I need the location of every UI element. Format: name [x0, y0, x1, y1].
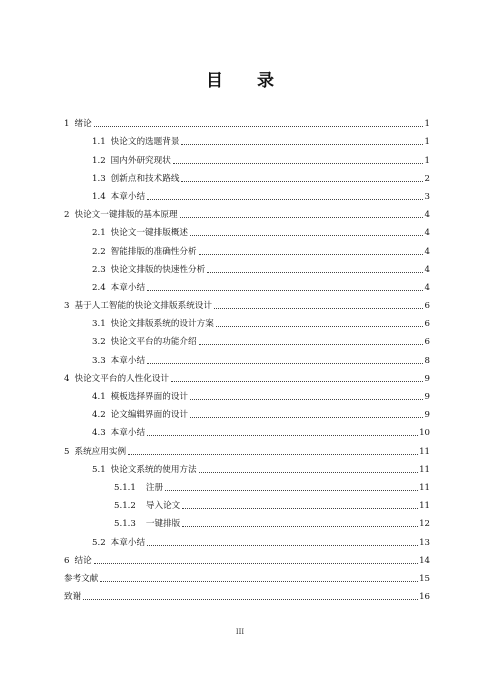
toc-entry-page: 3 [424, 191, 430, 202]
toc-entry[interactable] [64, 129, 430, 147]
toc-entry-page: 4 [424, 264, 430, 275]
toc-entry-number: 6 [64, 555, 70, 566]
toc-entry[interactable] [64, 566, 430, 584]
dot-leader [182, 508, 418, 509]
toc-entry[interactable] [64, 184, 430, 202]
toc-entry-title: 系统应用实例 [74, 446, 127, 457]
toc-entry[interactable] [64, 493, 430, 511]
toc-entry-page: 12 [419, 519, 430, 530]
toc-entry-number: 4 [64, 373, 70, 384]
page-number: III [235, 628, 245, 636]
toc-entry-title: 基于人工智能的快论文排版系统设计 [74, 301, 212, 312]
toc-title: 目 录 [206, 71, 288, 91]
toc-entry-number: 2.3 [92, 264, 106, 275]
dot-leader [165, 490, 418, 491]
toc-entry-number: 5.1 [92, 464, 106, 475]
dot-leader [147, 199, 423, 200]
toc-entry[interactable] [64, 111, 430, 129]
toc-entry-number: 4.2 [92, 410, 106, 421]
dot-leader [199, 254, 423, 255]
toc-entry-page: 4 [424, 246, 430, 257]
toc-entry-title: 本章小结 [110, 537, 146, 548]
toc-entry[interactable] [64, 311, 430, 329]
dot-leader [207, 272, 423, 273]
toc-entry-title: 快论文一键排版概述 [110, 228, 189, 239]
toc-entry-number: 3 [64, 301, 70, 312]
toc-entry-title: 论文编辑界面的设计 [110, 410, 189, 421]
toc-entry-number: 1.3 [92, 173, 106, 184]
toc-entry-page: 9 [424, 373, 430, 384]
dot-leader [199, 344, 423, 345]
toc-entry-number: 4.3 [92, 428, 106, 439]
toc-entry-page: 9 [424, 410, 430, 421]
toc-entry-title: 一键排版 [145, 519, 181, 530]
dot-leader [147, 435, 418, 436]
toc-entry-page: 11 [419, 464, 430, 475]
toc-entry-number: 1 [64, 119, 70, 130]
dot-leader [214, 308, 423, 309]
dot-leader [100, 581, 418, 582]
dot-leader [94, 126, 423, 127]
toc-entry-page: 1 [424, 137, 430, 148]
toc-entry[interactable] [64, 166, 430, 184]
toc-entry-number: 2.1 [92, 228, 106, 239]
toc-entry-title: 快论文平台的人性化设计 [74, 373, 170, 384]
toc-entry-title: 快论文系统的使用方法 [110, 464, 197, 475]
toc-entry[interactable] [64, 584, 430, 602]
toc-entry-title: 快论文排版的快速性分析 [110, 264, 206, 275]
toc-entry-title: 本章小结 [110, 355, 146, 366]
dot-leader [190, 417, 423, 418]
toc-entry-title: 智能排版的准确性分析 [110, 246, 197, 257]
toc-entry-number: 5.2 [92, 537, 106, 548]
toc-entry[interactable] [64, 438, 430, 456]
toc-entry-page: 15 [419, 573, 430, 584]
dot-leader [199, 472, 418, 473]
toc-entry-number: 3.3 [92, 355, 106, 366]
toc-entry[interactable] [64, 329, 430, 347]
toc-entry-number: 2 [64, 210, 70, 221]
toc-entry-page: 11 [419, 482, 430, 493]
dot-leader [147, 545, 418, 546]
toc-entry-number: 3.1 [92, 319, 106, 330]
toc-entry-page: 10 [419, 428, 430, 439]
dot-leader [180, 217, 423, 218]
toc-entry-title: 本章小结 [110, 191, 146, 202]
toc-entry-page: 9 [424, 392, 430, 402]
toc-entry-title: 快论文平台的功能介绍 [110, 337, 197, 348]
toc-entry[interactable] [64, 402, 430, 420]
toc-entry-page: 4 [424, 210, 430, 221]
dot-leader [171, 381, 423, 382]
dot-leader [94, 563, 418, 564]
toc-entry-title: 参考文献 [64, 573, 99, 584]
toc-entry-number: 5.1.1 [114, 482, 136, 493]
toc-entry[interactable] [64, 275, 430, 293]
table-of-contents [64, 111, 430, 602]
toc-entry-title: 快论文排版系统的设计方案 [110, 319, 214, 330]
dot-leader [216, 326, 423, 327]
toc-entry[interactable] [64, 238, 430, 256]
toc-entry[interactable] [64, 366, 430, 384]
dot-leader [190, 399, 423, 400]
toc-entry-page: 13 [419, 537, 430, 548]
toc-entry[interactable] [64, 293, 430, 311]
toc-entry-title: 国内外研究现状 [110, 155, 171, 166]
toc-entry-number: 5.1.2 [114, 501, 136, 512]
toc-entry[interactable] [64, 529, 430, 547]
dot-leader [182, 526, 418, 527]
toc-entry[interactable] [64, 475, 430, 493]
dot-leader [147, 290, 423, 291]
toc-entry-title: 致谢 [64, 592, 82, 603]
toc-entry-page: 11 [419, 501, 430, 512]
toc-entry-title: 本章小结 [110, 282, 146, 293]
toc-entry-number: 5.1.3 [114, 519, 136, 530]
toc-entry-page: 1 [424, 155, 430, 166]
toc-entry-page: 6 [424, 319, 430, 330]
toc-entry-number: 3.2 [92, 337, 106, 348]
toc-entry[interactable] [64, 257, 430, 275]
toc-entry[interactable] [64, 548, 430, 566]
toc-entry-title: 快论文的选题背景 [110, 137, 180, 148]
toc-entry[interactable] [64, 220, 430, 238]
toc-entry[interactable] [64, 511, 430, 529]
toc-entry-title: 创新点和技术路线 [110, 173, 180, 184]
toc-entry-page: 4 [424, 228, 430, 239]
toc-entry-title: 本章小结 [110, 428, 146, 439]
dot-leader [181, 181, 423, 182]
toc-entry-number: 2.2 [92, 246, 106, 257]
toc-entry[interactable] [64, 202, 430, 220]
dot-leader [173, 163, 423, 164]
toc-entry-page: 1 [424, 119, 430, 130]
toc-entry[interactable] [64, 384, 430, 402]
toc-entry[interactable] [64, 347, 430, 365]
dot-leader [181, 144, 423, 145]
toc-entry-number: 1.1 [92, 137, 106, 148]
toc-entry-title: 模板选择界面的设计 [110, 392, 189, 402]
dot-leader [83, 599, 418, 600]
toc-entry-page: 16 [419, 592, 430, 603]
toc-entry-title: 快论文一键排版的基本原理 [74, 210, 178, 221]
toc-entry-title: 注册 [145, 482, 164, 493]
toc-entry[interactable] [64, 147, 430, 165]
toc-entry-number: 1.2 [92, 155, 106, 166]
toc-entry[interactable] [64, 457, 430, 475]
toc-entry-title: 绪论 [74, 119, 92, 130]
toc-entry-page: 2 [424, 173, 430, 184]
toc-entry-title: 结论 [74, 555, 92, 566]
toc-entry-number: 1.4 [92, 191, 106, 202]
toc-entry-number: 5 [64, 446, 70, 457]
toc-entry-page: 6 [424, 301, 430, 312]
toc-entry-page: 11 [419, 446, 430, 457]
toc-entry-page: 14 [419, 555, 430, 566]
toc-entry-page: 6 [424, 337, 430, 348]
dot-leader [190, 235, 423, 236]
dot-leader [128, 454, 418, 455]
toc-entry-number: 2.4 [92, 282, 106, 293]
toc-entry-page: 4 [424, 282, 430, 293]
toc-entry-title: 导入论文 [145, 501, 181, 512]
toc-entry-page: 8 [424, 355, 430, 366]
toc-entry-number: 4.1 [92, 392, 106, 402]
dot-leader [147, 363, 423, 364]
toc-entry[interactable] [64, 420, 430, 438]
